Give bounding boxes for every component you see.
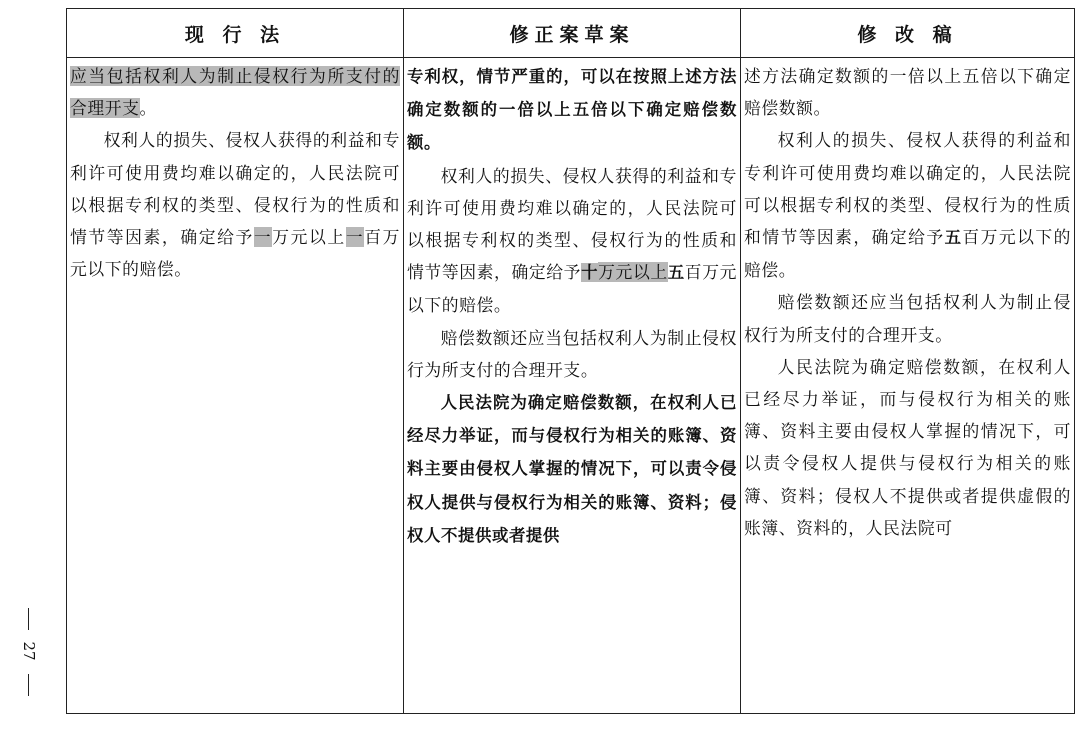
bold-text: 人民法院为确定赔偿数额，在权利人已经尽力举证，而与侵权行为相关的账簿、资料主要由侵权人掌握的情况下，可以责令侵权人提供与侵权行为相关的账簿、资料；侵权人不提供或者提供 [407,393,737,545]
header-current-law: 现 行 法 [67,9,404,58]
revised-paragraph-4: 人民法院为确定赔偿数额，在权利人已经尽力举证，而与侵权行为相关的账簿、资料主要由侵权人掌握的情况下，可以责令侵权人提供与侵权行为相关的账簿、资料；侵权人不提供或者提供虚假的账簿、资料的，人民法院可 [744,356,1071,538]
revised-paragraph-3: 赔偿数额还应当包括权利人为制止侵权行为所支付的合理开支。 [744,292,1071,345]
page-number-margin [14,608,44,698]
bold-text: 五 [667,263,685,283]
current-law-cell [67,58,404,714]
highlight-text: 一 [253,227,273,248]
draft-paragraph-1 [407,60,737,160]
bold-text: 五 [944,228,963,248]
revised-paragraph-2 [744,124,1071,286]
highlight-text: 应当包括权利人为制止侵权行为所支付的合理开支 [70,66,400,119]
text: 。 [139,98,157,119]
text: 权利人的损失、侵权人获得的利益和专利许可使用费均难以确定的，人民法院可以根据专利权的类型、侵权行为的性质和情节等因素，确定给予 [744,130,1071,248]
bold-text: 专利权，情节严重的，可以在按照上述方法确定数额的一倍以上五倍以下确定赔偿数额。 [407,67,737,153]
content-row [67,58,1075,714]
header-revised-draft: 修 改 稿 [741,9,1075,58]
text: 万元以上 [272,227,346,248]
dash-divider-top [28,608,29,630]
highlight-text: 万元以上 [598,262,668,283]
revised-draft-cell [741,58,1075,714]
highlight-bold-text: 十 [581,263,599,283]
dash-divider-bottom [28,674,29,696]
current-law-paragraph-2 [70,124,400,285]
highlight-text: 一 [345,227,365,248]
current-law-paragraph-1 [70,60,400,124]
draft-paragraph-4 [407,386,737,552]
text: 百万元以下的赔偿。 [744,227,1071,281]
revised-paragraph-1: 述方法确定数额的一倍以上五倍以下确定赔偿数额。 [744,66,1071,119]
header-draft-amendment: 修正案草案 [404,9,741,58]
draft-amendment-cell [404,58,741,714]
header-row [67,9,1075,58]
page-number: 27 [20,641,38,661]
text: 权利人的损失、侵权人获得的利益和专利许可使用费均难以确定的，人民法院可以根据专利权的类型、侵权行为的性质和情节等因素，确定给予 [70,130,400,248]
text: 权利人的损失、侵权人获得的利益和专利许可使用费均难以确定的，人民法院可以根据专利权的类型、侵权行为的性质和情节等因素，确定给予 [407,165,737,283]
text: 百万元以下的赔偿。 [407,262,737,316]
draft-paragraph-3: 赔偿数额还应当包括权利人为制止侵权行为所支付的合理开支。 [407,327,737,380]
text: 百万元以下的赔偿。 [70,227,400,280]
comparison-table [66,8,1075,714]
draft-paragraph-2 [407,160,737,322]
